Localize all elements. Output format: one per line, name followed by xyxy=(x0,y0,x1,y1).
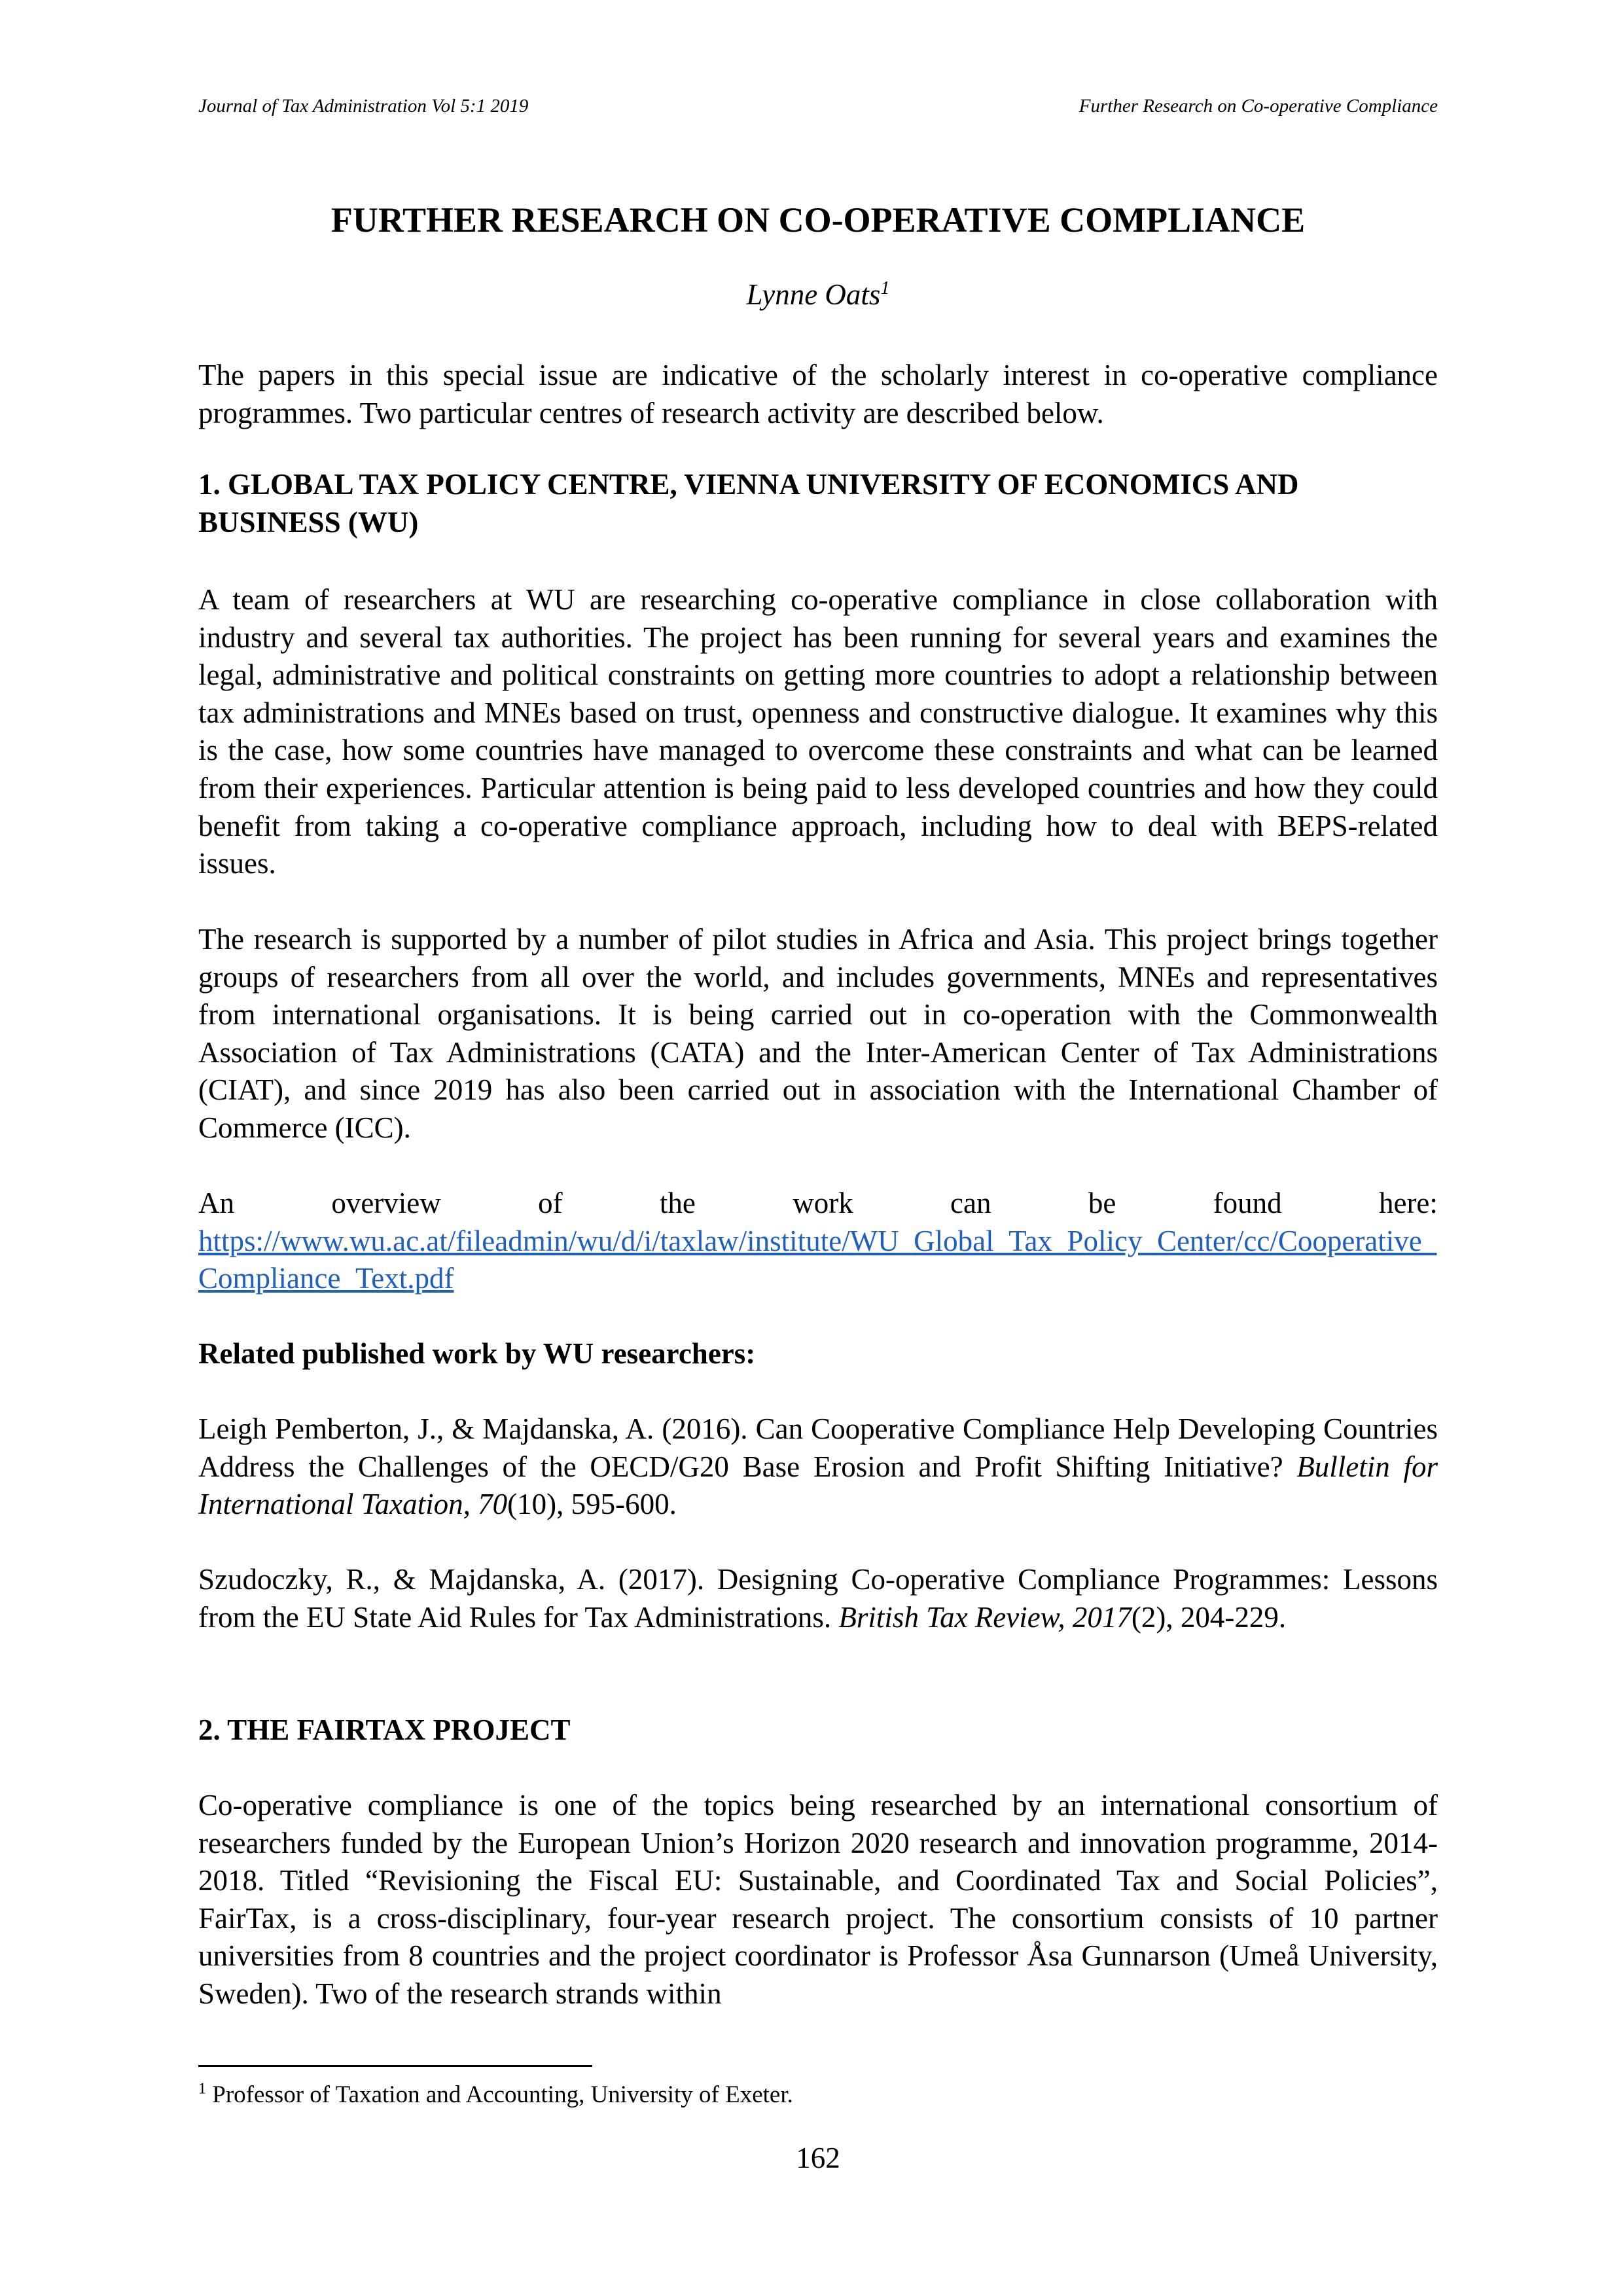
reference-2-pages: (2), 204-229. xyxy=(1131,1600,1287,1634)
section-1-heading: 1. GLOBAL TAX POLICY CENTRE, VIENNA UNIVERSITY OF ECONOMICS AND BUSINESS (WU) xyxy=(198,468,1299,539)
overview-word: here: xyxy=(1378,1187,1438,1219)
related-work-heading: Related published work by WU researchers: xyxy=(198,1337,756,1370)
overview-word: of xyxy=(538,1187,563,1219)
reference-1 xyxy=(198,1410,1438,1524)
section-2-heading: 2. THE FAIRTAX PROJECT xyxy=(198,1713,571,1746)
overview-paragraph xyxy=(198,1185,1438,1298)
footnote-divider xyxy=(198,2065,592,2067)
overview-word: the xyxy=(659,1187,696,1219)
author-line xyxy=(198,275,1438,314)
footnote xyxy=(198,2080,1438,2110)
footnote-number: 1 xyxy=(198,2080,206,2098)
section-1-paragraph-1: A team of researchers at WU are researching co-operative compliance in close collaboration with industry and several tax authorities. The project has been running for several years and examines the legal, administrative and political constraints on getting more countries to adopt a relationship between tax administrations and MNEs based on trust, openness and constructive dialogue. It examines why this is the case, how some countries have managed to overcome these constraints and what can be learned from their experiences. Particular attention is being paid to less developed countries and how they could benefit from taking a co-operative compliance approach, including how to deal with BEPS-related issues. xyxy=(198,583,1438,880)
reference-1-pages: (10), 595-600. xyxy=(507,1488,677,1521)
running-title: Further Research on Co-operative Compliance xyxy=(1079,96,1438,117)
footnote-text: Professor of Taxation and Accounting, University of Exeter. xyxy=(212,2081,793,2108)
overview-word: overview xyxy=(331,1187,441,1219)
article-title: FURTHER RESEARCH ON CO-OPERATIVE COMPLIANCE xyxy=(330,200,1306,240)
reference-2-journal: British Tax Review, 2017 xyxy=(838,1600,1132,1634)
reference-2-text: Szudoczky, R., & Majdanska, A. (2017). Designing Co-operative Compliance Programmes: Lessons from the EU State Aid Rules for Tax Administrations. xyxy=(198,1563,1438,1634)
reference-1-text: Leigh Pemberton, J., & Majdanska, A. (2016). Can Cooperative Compliance Help Developing Countries Address the Challenges of the OECD/G20 Base Erosion and Profit Shifting Initiative? xyxy=(198,1412,1438,1483)
section-2-paragraph-1: Co-operative compliance is one of the topics being researched by an international consortium of researchers funded by the European Union’s Horizon 2020 research and innovation programme, 2014-2018. Titled “Revisioning the Fiscal EU: Sustainable, and Coordinated Tax and Social Policies”, FairTax, is a cross-disciplinary, four-year research project. The consortium consists of 10 partner universities from 8 countries and the project coordinator is Professor Åsa Gunnarson (Umeå University, Sweden). Two of the research strands within xyxy=(198,1789,1438,2010)
overview-word: found xyxy=(1213,1187,1282,1219)
journal-citation: Journal of Tax Administration Vol 5:1 2019 xyxy=(198,96,529,117)
reference-1-journal: Bulletin for International Taxation, 70 xyxy=(198,1450,1438,1521)
footnote-marker[interactable]: 1 xyxy=(880,278,890,298)
page-number: 162 xyxy=(796,2142,840,2174)
overview-word: work xyxy=(793,1187,853,1219)
overview-link[interactable]: https://www.wu.ac.at/fileadmin/wu/d/i/taxlaw/institute/WU_Global_Tax_Policy_Center/cc/Cooperative_Compliance_Text.pdf xyxy=(198,1224,1437,1295)
overview-word: be xyxy=(1088,1187,1116,1219)
intro-paragraph: The papers in this special issue are indicative of the scholarly interest in co-operative compliance programmes. Two particular centres of research activity are described below. xyxy=(198,359,1438,429)
overview-word: can xyxy=(950,1187,991,1219)
overview-sentence xyxy=(198,1185,1438,1223)
author-name: Lynne Oats xyxy=(746,278,881,311)
section-1-paragraph-2: The research is supported by a number of pilot studies in Africa and Asia. This project brings together groups of researchers from all over the world, and includes governments, MNEs and representatives from international organisations. It is being carried out in co-operation with the Commonwealth Association of Tax Administrations (CATA) and the Inter-American Center of Tax Administrations (CIAT), and since 2019 has also been carried out in association with the International Chamber of Commerce (ICC). xyxy=(198,923,1438,1144)
running-header xyxy=(198,96,1438,124)
overview-word: An xyxy=(198,1187,234,1219)
reference-2 xyxy=(198,1561,1438,1636)
